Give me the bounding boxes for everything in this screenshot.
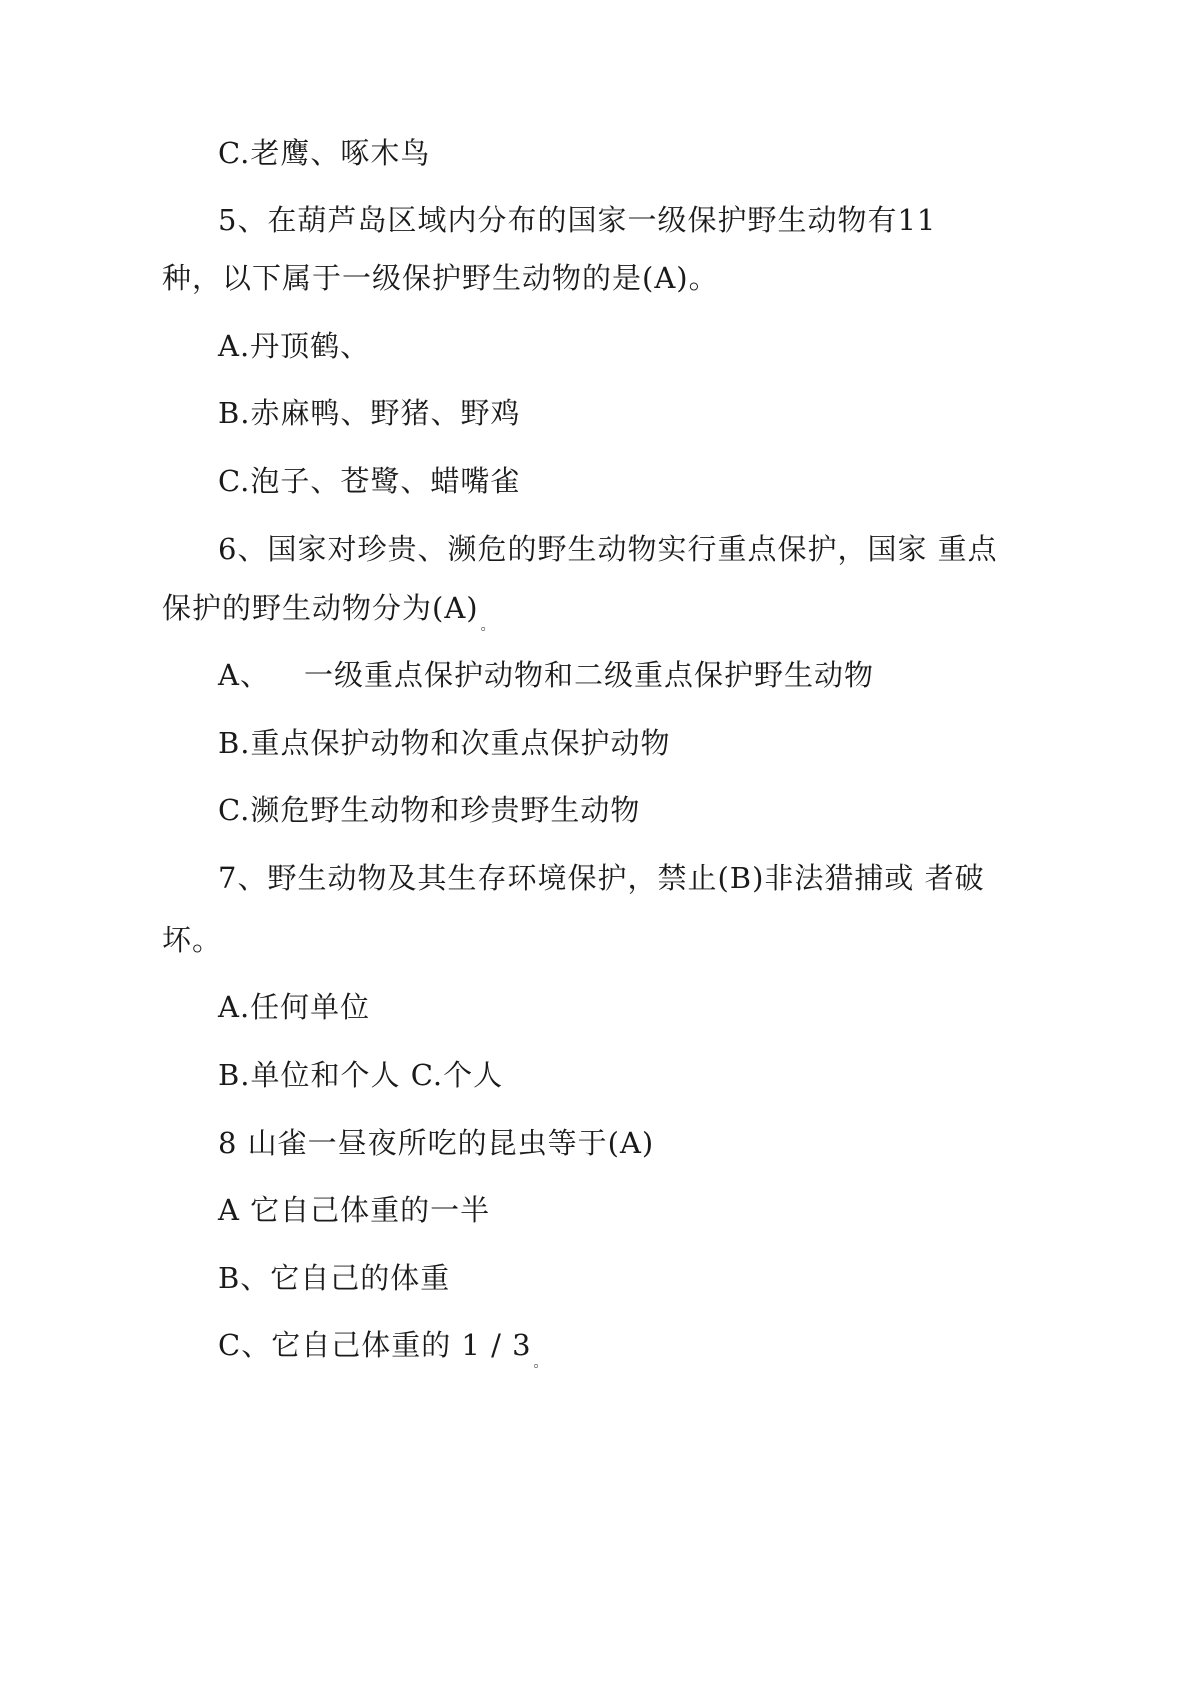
option-a-q8: A 它自己体重的一半 [218,1193,491,1227]
option-c-q8 [218,1328,549,1371]
question-8: 8 山雀一昼夜所吃的昆虫等于(A) [218,1126,655,1160]
option-a-q7: A.任何单位 [218,990,371,1024]
option-c-q6: C.濒危野生动物和珍贵野生动物 [218,793,641,827]
question-5-line-1: 5、在葫芦岛区域内分布的国家一级保护野生动物有11 [218,203,937,237]
question-7-line-2: 坏。 [162,923,223,957]
option-c-q4: C.老鹰、啄木鸟 [218,136,431,170]
option-b-q6: B.重点保护动物和次重点保护动物 [218,726,671,760]
option-a-q6 [218,658,874,692]
option-c-q5: C.泡子、苍鹭、蜡嘴雀 [218,464,521,498]
question-6-line-2 [162,591,496,634]
question-5-line-2: 种，以下属于一级保护野生动物的是(A)。 [162,261,719,295]
option-b-c-q7: B.单位和个人 C.个人 [218,1058,504,1092]
option-a-q5: A.丹顶鹤、 [218,329,371,363]
option-b-q8: B、它自己的体重 [218,1261,451,1295]
option-a-q6-prefix: A、 [218,658,270,692]
question-6-line-1: 6、国家对珍贵、濒危的野生动物实行重点保护，国家 重点 [218,532,998,566]
option-a-q6-text: 一级重点保护动物和二级重点保护野生动物 [303,658,874,692]
question-6-line-2-text: 保护的野生动物分为(A) [162,591,479,625]
question-6-period: 。 [480,618,496,634]
question-7-line-1: 7、野生动物及其生存环境保护，禁止(B)非法猎捕或 者破 [218,861,985,895]
option-c-q8-text: C、它自己体重的 1 / 3 [218,1328,532,1362]
option-c-q8-period: 。 [533,1355,549,1371]
option-b-q5: B.赤麻鸭、野猪、野鸡 [218,396,521,430]
